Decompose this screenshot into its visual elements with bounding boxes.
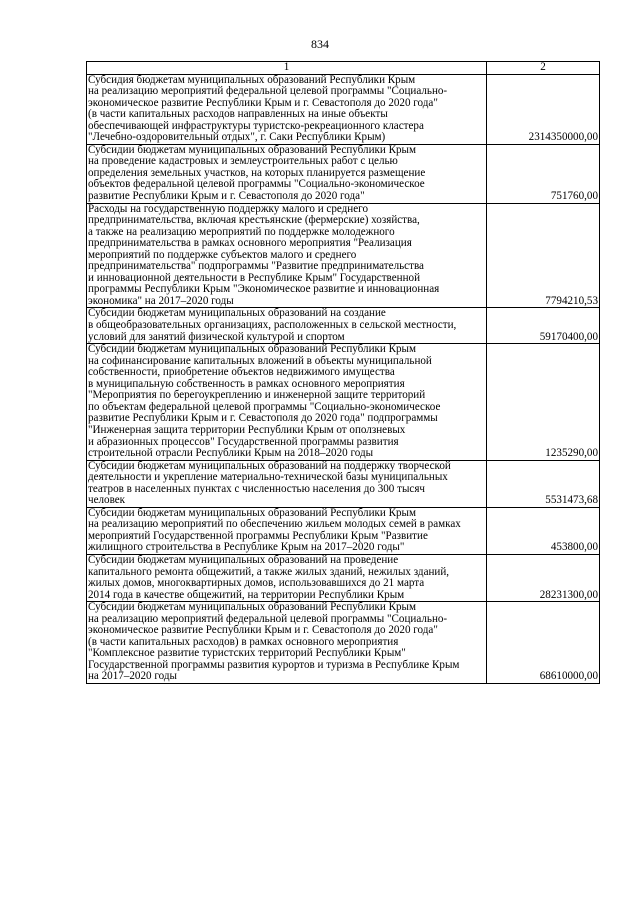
description-line: и абразионных процессов" Государственной программы развития [88,435,399,448]
description-line: обеспечивающей инфраструктуры туристско-рекреационного кластера [88,119,424,132]
description-line: на 2017–2020 годы [88,670,177,683]
row-description [87,602,487,684]
description-line: (в части капитальных расходов) в рамках основного мероприятия [88,635,399,648]
description-line: Субсидии бюджетам муниципальных образований на поддержку творческой [88,459,451,472]
description-line: "Комплексное развитие туристских территорий Республики Крым" [88,647,406,660]
description-line: развитие Республики Крым и г. Севастополя до 2020 года" [88,190,365,203]
description-line: Субсидии бюджетам муниципальных образований Республики Крым [88,601,417,614]
description-line: по объектам федеральной целевой программы "Социально-экономическое [88,400,441,413]
description-line: театров в населенных пунктах с численностью населения до 300 тысяч [88,482,426,495]
column-header-1: 1 [87,62,487,75]
table-body [87,74,600,683]
description-line: экономическое развитие Республики Крым и г. Севастополя до 2020 года" [88,96,438,109]
description-line: жилищного строительства в Республике Крым на 2017–2020 годы" [88,541,405,554]
description-line: Субсидии бюджетам муниципальных образований на создание [88,307,386,320]
description-line: (в части капитальных расходов направленных на иные объекты [88,108,388,121]
description-line: "Лечебно-оздоровительный отдых", г. Саки Республики Крым) [88,131,386,144]
table-row [87,203,600,308]
description-line: определения земельных участков, на которых планируется размещение [88,166,426,179]
description-line: а также на реализацию мероприятий по поддержке молодежного [88,225,395,238]
description-line: Субсидии бюджетам муниципальных образований Республики Крым [88,506,417,519]
row-amount: 28231300,00 [487,554,600,601]
description-line: "Мероприятия по берегоукреплению и инженерной защите территорий [88,389,426,402]
description-line: экономическое развитие Республики Крым и г. Севастополя до 2020 года" [88,624,438,637]
table-header-row [87,62,600,75]
row-description [87,74,487,144]
description-line: предпринимательства в рамках основного мероприятия "Реализация [88,237,412,250]
description-line: на реализацию мероприятий по обеспечению жильем молодых семей в рамках [88,518,461,531]
description-line: мероприятий Государственной программы Республики Крым "Развитие [88,529,428,542]
description-line: на реализацию мероприятий федеральной целевой программы "Социально- [88,85,448,98]
description-line: Расходы на государственную поддержку малого и среднего [88,202,368,215]
description-line: Государственной программы развития курортов и туризма в Республике Крым [88,658,460,671]
column-header-2: 2 [487,62,600,75]
table-row [87,74,600,144]
row-description [87,460,487,507]
table-row [87,602,600,684]
description-line: предпринимательства, включая крестьянские (фермерские) хозяйства, [88,214,420,227]
table-row [87,507,600,554]
row-amount: 1235290,00 [487,344,600,460]
row-amount: 2314350000,00 [487,74,600,144]
description-line: на реализацию мероприятий федеральной целевой программы "Социально- [88,612,448,625]
row-description [87,203,487,308]
description-line: капитального ремонта общежитий, а также жилых зданий, нежилых зданий, [88,565,450,578]
budget-table [86,61,600,684]
row-description [87,308,487,344]
row-amount: 7794210,53 [487,203,600,308]
description-line: программы Республики Крым "Экономическое развитие и инновационная [88,283,440,296]
row-amount: 59170400,00 [487,308,600,344]
description-line: человек [88,494,126,507]
table-row [87,144,600,203]
description-line: собственности, приобретение объектов недвижимого имущества [88,366,395,379]
description-line: мероприятий по поддержке субъектов малого и среднего [88,248,357,261]
table-row [87,344,600,460]
table-row [87,308,600,344]
description-line: условий для занятий физической культурой и спортом [88,330,345,343]
description-line: на софинансирование капитальных вложений в объекты муниципальной [88,354,432,367]
description-line: в муниципальную собственность в рамках основного мероприятия [88,377,405,390]
table-row [87,554,600,601]
description-line: в общеобразовательных организациях, расположенных в сельской местности, [88,319,457,332]
description-line: экономика" на 2017–2020 годы [88,294,234,307]
description-line: и инновационной деятельности в Республике Крым" Государственной [88,271,421,284]
description-line: Субсидии бюджетам муниципальных образований на проведение [88,553,399,566]
description-line: Субсидия бюджетам муниципальных образований Республики Крым [88,73,416,86]
row-description [87,144,487,203]
row-description [87,344,487,460]
description-line: на проведение кадастровых и землеустроительных работ с целью [88,155,398,168]
description-line: Субсидии бюджетам муниципальных образований Республики Крым [88,143,417,156]
description-line: Субсидии бюджетам муниципальных образований Республики Крым [88,343,417,356]
row-description [87,554,487,601]
row-amount: 5531473,68 [487,460,600,507]
row-amount: 751760,00 [487,144,600,203]
description-line: объектов федеральной целевой программы "Социально-экономическое [88,178,425,191]
description-line: строительной отрасли Республики Крым на 2018–2020 годы [88,447,374,460]
description-line: "Инженерная защита территории Республики Крым от оползневых [88,423,406,436]
description-line: деятельности и укрепление материально-технической базы муниципальных [88,471,448,484]
row-description [87,507,487,554]
description-line: жилых домов, многоквартирных домов, использовавшихся до 21 марта [88,577,425,590]
description-line: предпринимательства" подпрограммы "Развитие предпринимательства [88,260,424,273]
description-line: развитие Республики Крым и г. Севастополя до 2020 года" подпрограммы [88,412,438,425]
description-line: 2014 года в качестве общежитий, на территории Республики Крым [88,588,405,601]
table-row [87,460,600,507]
row-amount: 68610000,00 [487,602,600,684]
row-amount: 453800,00 [487,507,600,554]
page-number: 834 [311,37,329,51]
